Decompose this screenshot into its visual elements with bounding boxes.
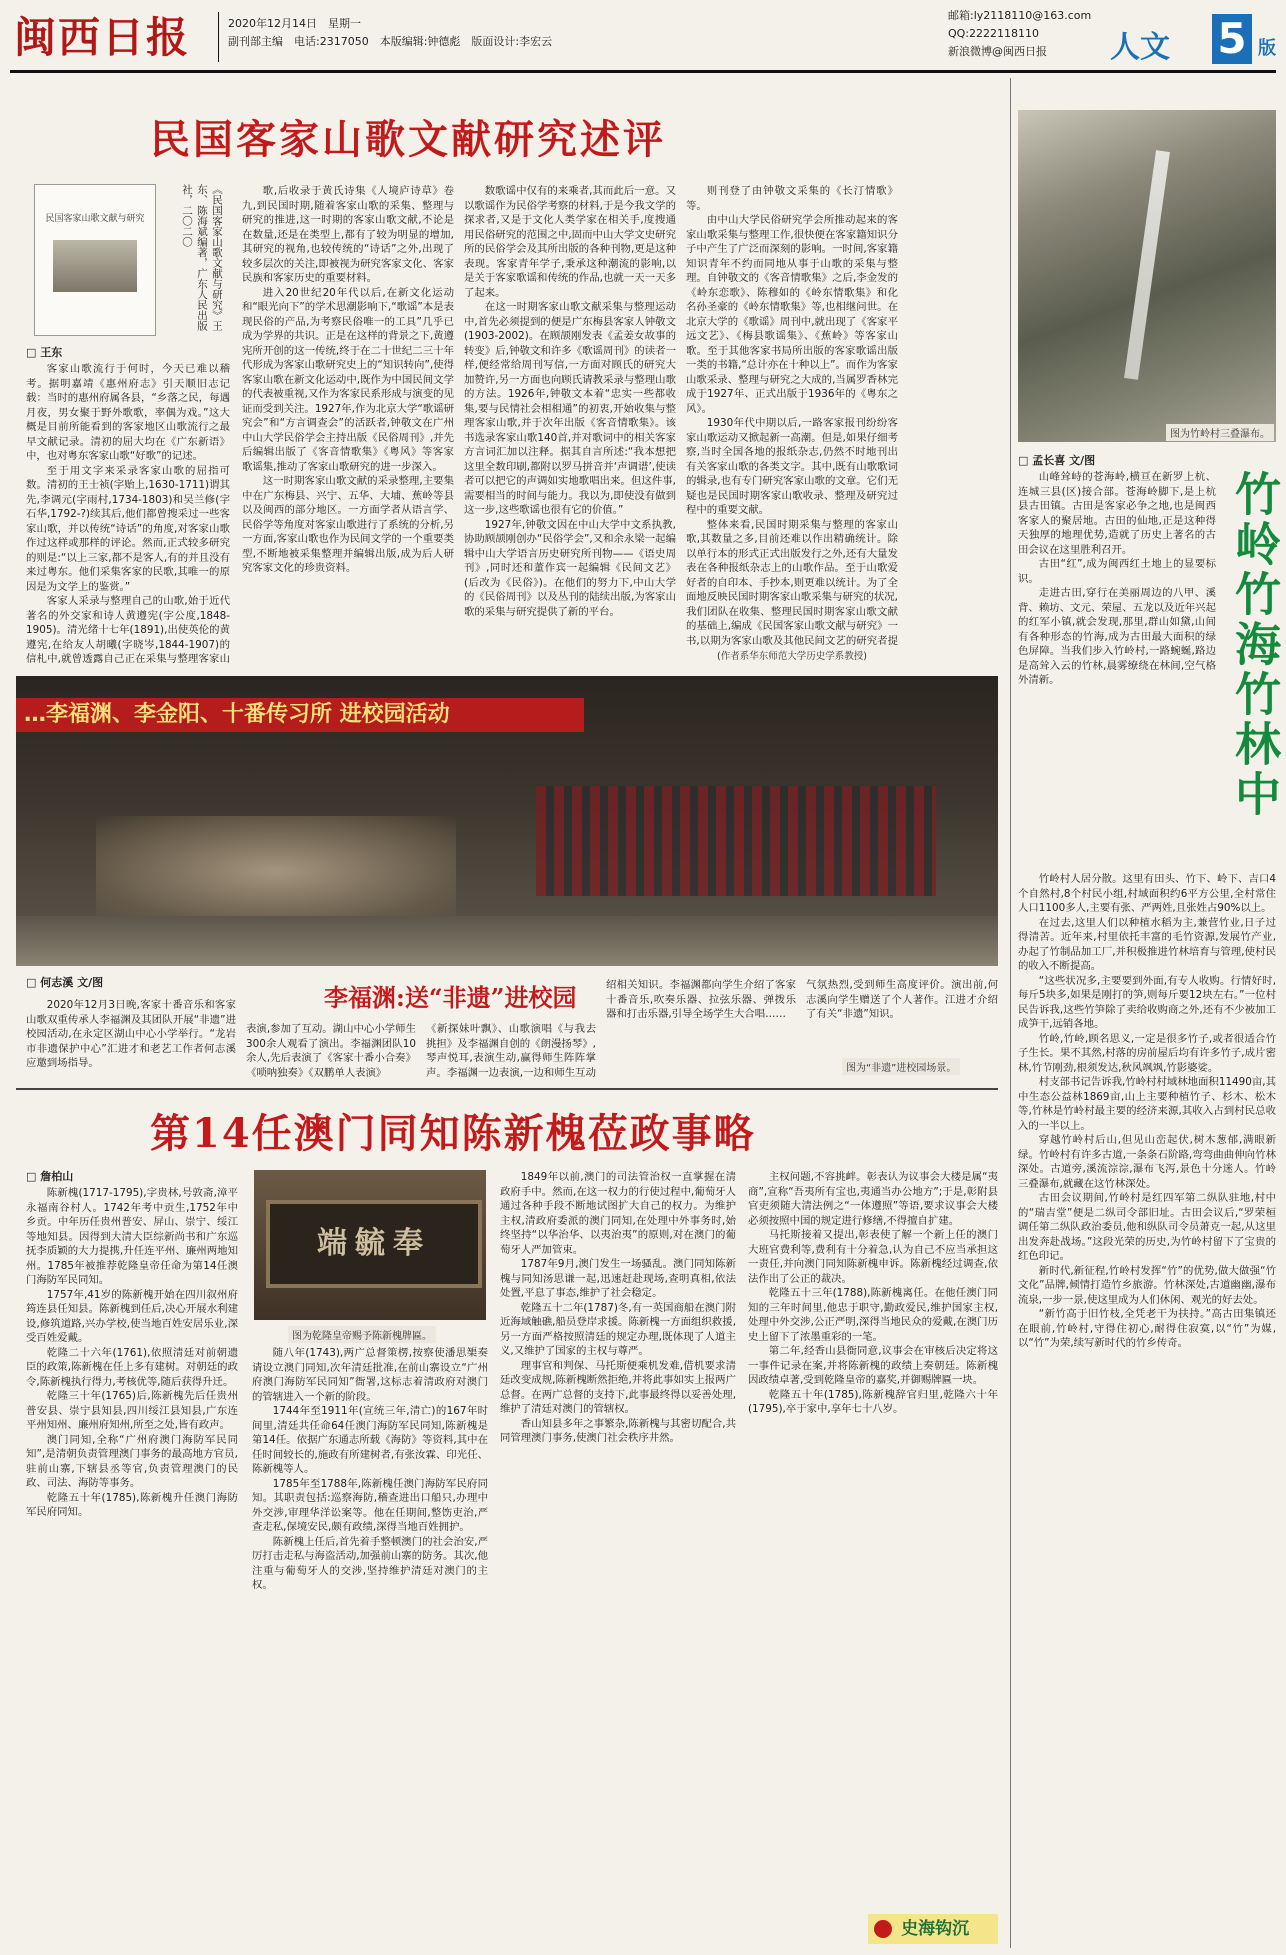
article4-column-4: [748, 1170, 998, 1906]
event-photo: [16, 676, 998, 966]
article2-column-top: [1018, 470, 1216, 870]
paragraph: 乾隆五十年(1785),陈新槐辞官归里,乾隆六十年(1795),卒于家中,享年七十八岁。: [748, 1388, 998, 1415]
paragraph: 1785年至1788年,陈新槐任澳门海防军民府同知。其职责包括:巡察海防,稽查进出口船只,办理中外交涉,审理华洋讼案等。他在任期间,整饬吏治,严查走私,保境安民,颇有政绩,深得当地百姓拥护。: [252, 1477, 488, 1533]
column-tag-label: 史海钩沉: [901, 1919, 970, 1939]
masthead-qq: QQ:2222118110: [948, 27, 1040, 40]
page-number: 5: [1212, 14, 1252, 64]
masthead-rule: [10, 70, 1276, 73]
paragraph: 澳门同知,全称“广州府澳门海防军民同知”,是清朝负责管理澳门事务的最高地方官员,驻前山寨,下辖县丞等官,负责管理澳门的民政、司法、海防等事务。: [26, 1433, 238, 1489]
article4-title: 第14任澳门同知陈新槐莅政事略: [150, 1110, 756, 1157]
plaque-photo-caption: 图为乾隆皇帝赐予陈新槐牌匾。: [288, 1326, 436, 1343]
paragraph: 马托斯接着又提出,彰表使了解一个新上任的澳门大班官费利等,费利有十分着急,认为自己不应当承担这一责任,并向澳门同知陈新槐申诉。陈新槐经过调查,依法作出了公正的裁决。: [748, 1229, 998, 1285]
paragraph: 陈新槐上任后,首先着手整顿澳门的社会治安,严厉打击走私与海盗活动,加强前山寨的防务。其次,他注重与葡萄牙人的交涉,坚持维护清廷对澳门的主权。: [252, 1535, 488, 1591]
column-tag-icon: [874, 1920, 892, 1938]
masthead-logo: 闽西日报: [14, 13, 191, 62]
paragraph: 1757年,41岁的陈新槐开始在四川叙州府筠连县任知县。陈新槐到任后,决心开展水利建设,修筑道路,兴办学校,使当地百姓安居乐业,深受百姓爱戴。: [26, 1288, 238, 1344]
column-tag: [868, 1914, 998, 1944]
article3-column-1: 2020年12月3日晚,客家十番音乐和客家山歌双重传承人李福渊及其团队开展“非遗”进校园活动,在永定区湖山中心小学举行。“龙岩市非遗保护中心”汇进才和老艺工作者何志溪应邀到场指导。: [26, 999, 236, 1069]
plaque-board: 端毓奉: [266, 1200, 482, 1288]
masthead-divider: [218, 12, 219, 62]
byline-box-icon: □: [26, 1170, 41, 1183]
paragraph: 1930年代中期以后,一路客家报刊纷纷客家山歌运动又掀起新一高潮。但是,如果仔细考察,当时全国各地的报纸杂志,仍然不时地刊出有关客家山歌的各类文字。其中,既有山歌歌词的辑录,也有专门研究客家山歌的文章。它们无疑也是民国时期客家山歌收录、整理及研究过程中的重要文献。: [686, 417, 898, 516]
masthead-weibo: 新浪微博@闽西日报: [948, 45, 1047, 58]
paragraph: 乾隆五十三年(1788),陈新槐离任。在他任澳门同知的三年时间里,他忠于职守,勤政爱民,维护国家主权,处理中外交涉,公正严明,深得当地民众的爱戴,在澳门历史上留下了浓墨重彩的一笔。: [748, 1287, 998, 1343]
article3-column-4: 绍相关知识。李福渊都向学生介绍了客家十番音乐,吹奏乐器、拉弦乐器、弹拨乐器和打击乐器,引导全场学生大合唱……: [606, 979, 796, 1020]
paragraph: 整体来看,民国时期采集与整理的客家山歌,其数量之多,目前还难以作出精确统计。除以单行本的形式正式出版发行之外,还有大量发表在各种报纸杂志上的山歌作品。至于山歌爱好者的自印本、手抄本,则更难以统计。为了全面地反映民国时期客家山歌采集与研究的状况,我们团队在收集、整理民国时期客家山歌文献的基础上,编成《民国客家山歌文献与研究》一书,以期为客家山歌及其他民间文艺的研究者提: [686, 518, 898, 646]
paragraph: 数歌谣中仅有的来乘者,其而此后一意。又以歌谣作为民俗学考察的材料,于是今我文学的探求者,又是于文化人类学家在相关手,度搜通用民俗研究的范围之中,固而中山大学文史研究所的民俗学会及其所出版的各种刊物,更是这种表现。客家青年学子,秉承这种潮流的影响,以是关于客家歌谣和传统的作品,也就一天一天多了起来。: [464, 185, 676, 299]
column-divider: [1010, 78, 1011, 1948]
paragraph: 古田会议期间,竹岭村是红四军第二纵队驻地,村中的“瑞吉堂”便是二纵司令部旧址。古田会议后,“罗荣桓调任第二纵队政治委员,他和纵队司令员萧克一起,从这里出发奔赴战场。”这段光荣的历史,为竹岭村留下了宝贵的红色印记。: [1018, 1192, 1276, 1262]
paragraph: 第二年,经香山县衙同意,议事会在审核后决定将这一事件记录在案,并将陈新槐的政绩上奏朝廷。陈新槐因政绩卓著,受到乾隆皇帝的嘉奖,并御赐牌匾一块。: [748, 1345, 998, 1386]
paragraph: 山峰耸峙的苍海岭,横亘在新罗上杭、连城三县(区)接合部。苍海岭脚下,是上杭县古田镇。古田是客家必争之地,也是闽西客家人的聚居地。古田的仙地,正是这种得天独厚的地理优势,造就了历史上著名的古田会议在这里胜利召开。: [1018, 471, 1216, 556]
book-info: 《民国客家山歌文献与研究》王东、陈海斌编著，广东人民出版社，二〇二〇: [181, 184, 223, 331]
book-cover: [34, 184, 156, 336]
article1-title: 民国客家山歌文献研究述评: [150, 116, 666, 163]
paragraph: 乾隆五十二年(1787)冬,有一英国商船在澳门附近海域触礁,船员登岸求援。陈新槐一方面组织救援,另一方面严格按照清廷的规定办理,既体现了人道主义,又维护了国家的主权与尊严。: [500, 1301, 736, 1357]
paragraph: 主权问题,不容挑衅。彰表认为议事会大楼是属“夷商”,宣称“吾夷所有宝也,夷通当办公地方”;于是,彰附县官吏须随大清法例之“一体遵照”等语,要求议事会大楼必须按照中国的规定进行修缮,不得擅自扩建。: [748, 1171, 998, 1227]
paragraph: 在过去,这里人们以种植水稻为主,兼营竹业,日子过得清苦。近年来,村里依托丰富的毛竹资源,发展竹产业,办起了竹制品加工厂,并积极推进竹林培育与管理,使村民的收入不断提高。: [1018, 916, 1276, 972]
article4-column-3: [500, 1170, 736, 1950]
paragraph: 乾隆二十六年(1761),依照清廷对前朝遗臣的政策,陈新槐在任上多有建树。对朝廷的政令,陈新槐执行得力,考核优等,随后获得升迁。: [26, 1346, 238, 1388]
article3-title: 李福渊:送“非遗”进校园: [324, 983, 577, 1012]
paragraph: 这一时期客家山歌文献的采录整理,主要集中在广东梅县、兴宁、五华、大埔、蕉岭等县以及闽西的部分地区。一方面学者从语言学、民俗学等角度对客家山歌进行了系统的分析,另一方面,客家山歌也作为民间文学的一个重要类型,不断地被采集整理并编辑出版,成为后人研究客家文化的珍贵资料。: [242, 475, 454, 574]
article1-byline: □ 王东: [26, 346, 63, 359]
waterfall-stream: [1124, 150, 1170, 380]
paragraph: 古田“红”,成为闽西红土地上的显要标识。: [1018, 558, 1216, 585]
byline-box-icon: □: [26, 346, 41, 359]
paragraph: 香山知县多年之事繁杂,陈新槐与其密切配合,共同管理澳门事务,使澳门社会秩序井然。: [500, 1417, 736, 1444]
event-floor: [16, 916, 998, 966]
paragraph: 穿越竹岭村后山,但见山峦起伏,树木葱郁,满眼新绿。竹岭村有许多古道,一条条石阶路,弯弯曲曲伸向竹林深处。古道旁,溪流淙淙,瀑布飞泻,景色十分迷人。竹岭三叠瀑布,就藏在这竹林深处。: [1018, 1134, 1276, 1190]
section-name: 人文: [1110, 30, 1170, 65]
article3-byline: □ 何志溪 文/图: [26, 976, 104, 989]
paragraph: 1787年9月,澳门发生一场骚乱。澳门同知陈新槐与同知汤思谦一起,迅速赶赴现场,查明真相,依法处置,平息了事态,维护了社会稳定。: [500, 1258, 736, 1299]
paragraph: “这些状况多,主要要到外面,有专人收购。行情好时,每斤5块多,如果是刚打的笋,则每斤要12块左右。”一位村民告诉我,这些竹笋除了卖给收购商之外,还有不少被加工成笋干,远销各地。: [1018, 974, 1276, 1030]
article4-byline: □ 詹柏山: [26, 1170, 74, 1183]
article1-column-2: [242, 184, 454, 664]
paragraph: 村支部书记告诉我,竹岭村村域林地面积11490亩,其中生态公益林1869亩,山上主要种植竹子、杉木、松木等,竹林是竹岭村最主要的经济来源,其收入占到村民总收入的一半以上。: [1018, 1076, 1276, 1132]
paragraph: 竹岭村人居分散。这里有田头、竹下、岭下、吉口4个自然村,8个村民小组,村域面积约6平方公里,全村常住人口1100多人,主要有张、严两姓,且张姓占90%以上。: [1018, 873, 1276, 914]
paragraph: 理事官和判保、马托斯便乘机发难,借机要求清廷改变成规,陈新槐断然拒绝,并将此事如实上报两广总督。在两广总督的支持下,此事最终得以妥善处理,维护了清廷对澳门的管辖权。: [500, 1359, 736, 1415]
paragraph: “新竹高于旧竹枝,全凭老干为扶持。”高古田集镇还在眼前,竹岭村,守得住初心,耐得住寂寞,以“竹”为媒,以“竹”为荣,续写新时代的竹乡传奇。: [1018, 1308, 1276, 1349]
paragraph: 随八年(1743),两广总督策楞,按察使潘思榘奏请设立澳门同知,次年清廷批准,在前山寨设立“广州府澳门海防军民同知”衙署,这标志着清政府对澳门的管辖进入一个新的阶段。: [252, 1347, 488, 1403]
byline-box-icon: □: [26, 976, 41, 989]
paragraph: 由中山大学民俗研究学会所推动起来的客家山歌采集与整理工作,很快便在客家籍知识分子中产生了广泛而深刻的影响。一时间,客家籍知识青年不约而同地从事于山歌的采集与整理。自钟敬文的《客音情歌集》之后,李金发的《岭东恋歌》、陈穆如的《岭东情歌集》和化名孙圣豪的《岭东情歌集》等,也相继问世。在北京大学的《歌谣》周刊中,就出现了《客家平远文艺》、《梅县歌谣集》、《蕉岭》等客家山歌。至于其他客家书局所出版的客家歌谣出版一类的书籍,“总计亦在十种以上”。而作为客家山歌采录、整理与研究之大成的,当属罗香林完成于1927年、正式出版于1936年的《粤东之风》。: [686, 214, 898, 415]
masthead-editors: 副刊部主编 电话:2317050 本版编辑:钟德彪 版面设计:李宏云: [228, 35, 553, 48]
article2-byline: □ 孟长喜 文/图: [1018, 454, 1096, 467]
paragraph: 进入20世纪20年代以后,在新文化运动和“眼光向下”的学术思潮影响下,“歌谣”本是表现民俗的产品,为考察民俗唯一的工具”几乎已成为学界的共识。正是在这样的背景之下,黄遵宪所开创的这一传统,终于在二十世纪二三十年代形成为客家山歌研究史上的“知识转向”,使得客家山歌在新文化运动中,既作为中国民间文学的代表被重视,又作为客家民系形成与演变的见证而受到关注。1927年,作为北京大学“歌谣研究会”和“方言调查会”的活跃者,钟敬文在广州中山大学民俗学会主持出版《民俗周刊》,并先后编辑出版了《客音情歌集》《粤风》等客家歌谣集,推动了客家山歌研究的进一步深入。: [242, 286, 454, 473]
article1-column-3: [464, 184, 676, 664]
section-rule: [16, 1088, 998, 1090]
paragraph: 1849年以前,澳门的司法管治权一直掌握在清政府手中。然而,在这一权力的行使过程中,葡萄牙人通过各种手段不断地试图扩大自己的权力。为维护主权,清政府委派的澳门同知,在处理中外事务时,始终坚持“以华治华、以夷治夷”的原则,对在澳门的葡萄牙人严加管束。: [500, 1171, 736, 1256]
book-cover-image: [53, 240, 137, 292]
event-stage: [96, 816, 456, 926]
article1-column-4: [686, 184, 898, 646]
masthead-date: 2020年12月14日 星期一: [228, 17, 361, 30]
paragraph: 走进古田,穿行在美丽周边的八甲、溪背、赖坊、文元、荣屋、五龙以及近年兴起的红军小镇,就会发现,那里,群山如黛,山间有各种形态的竹海,成为古田最大面积的绿色屏障。当我们步入竹岭村,一路蜿蜒,路边是高耸入云的竹林,晨雾缭绕在林间,空气格外清新。: [1018, 587, 1216, 686]
event-banner: …李福渊、李金阳、十番传习所 进校园活动: [16, 698, 584, 732]
paragraph: 客家山歌流行于何时，今天已难以稽考。据明嘉靖《惠州府志》引天顺旧志记载：当时的惠州府属各县，“乡落之民，每遇月夜，男女聚于野外歌歌，率偶为戏。”这大概是目前所能看到的客家地区山歌流行之最早文献记录。清初的屈大均在《广东新语》中，也对粤东客家山歌“好歌”的记述。: [26, 363, 230, 462]
book-cover-title: 民国客家山歌文献与研究: [45, 214, 145, 224]
article2-column-bottom: [1018, 872, 1276, 1948]
article4-column-2: [252, 1346, 488, 1950]
article1-column-1: [26, 362, 230, 664]
article1-author-note: (作者系华东师范大学历史学系教授): [717, 651, 867, 662]
article3-column-5: 气氛热烈,受到师生高度评价。演出前,何志溪向学生赠送了个人著作。江进才介绍了有关“非遗”知识。: [806, 979, 998, 1020]
paragraph: 1744年至1911年(宣统三年,清亡)的167年时间里,清廷共任命64任澳门海防军民同知,陈新槐是第14任。依据广东通志所载《海防》等资料,其中在任时间较长的,施政有所建树者,有张汝霖、印光任、陈新槐等人。: [252, 1405, 488, 1475]
event-audience: [536, 786, 936, 896]
paragraph: 乾隆五十年(1785),陈新槐升任澳门海防军民府同知。: [26, 1491, 238, 1518]
paragraph: 歌,后收录于黄氏诗集《人境庐诗草》卷九,到民国时期,随着客家山歌的采集、整理与研究的推进,这一时期的客家山歌文献,不论是在数量,还是在类型上,都有了较为明显的增加,其研究的视角,也较传统的“诗话”之外,出现了较多层次的关注,即被视为研究客家文化、客家民族和客家历史的重要材料。: [242, 185, 454, 284]
paragraph: 客家人采录与整理自己的山歌,始于近代著名的外交家和诗人黄遵宪(字公度,1848-1905)。清光绪十七年(1891),出使英伦的黄遵宪,在给友人胡曦(字晓岑,1844-1907)的信札中,就曾透露自己正在采集与整理客家山: [26, 595, 230, 664]
event-photo-caption: 图为“非遗”进校园场景。: [842, 1058, 960, 1075]
article3-column-3: 《新探妹叶飘》、山歌演唱《与我去挑担》及李福渊自创的《朗漫扬琴》,琴声悦耳,表演生动,赢得师生阵阵掌声。李福渊一边表演,一边和师生互动: [426, 1023, 596, 1079]
article3-column-2: 表演,参加了互动。湖山中心小学师生300余人观看了演出。李福渊团队10余人,先后表演了《客家十番小合奏》《唢呐独奏》《双鹏单人表演》: [246, 1023, 416, 1079]
paragraph: 乾隆三十年(1765)后,陈新槐先后任贵州普安县、崇宁县知县,四川绥江县知县,广东连平州知州、廉州府知州,所至之处,皆有政声。: [26, 1390, 238, 1431]
article2-title: 竹岭竹海竹林中: [1228, 470, 1282, 820]
waterfall-photo: [1018, 110, 1276, 442]
waterfall-photo-caption: 图为竹岭村三叠瀑布。: [1166, 424, 1274, 441]
article4-column-1: [26, 1186, 238, 1950]
byline-box-icon: □: [1018, 454, 1033, 467]
paragraph: 在这一时期客家山歌文献采集与整理运动中,首先必须提到的便是广东梅县客家人钟敬文(1903-2002)。在顾颉刚发表《孟姜女故事的转变》后,钟敬文和许多《歌谣周刊》的读者一样,便经常给周刊写信,一方面对顾氏的研究大加赞许,另一方面也向顾氏请教采录与整理山歌的方法。1926年,钟敬文本着“忠实一些都收集,要与民情社会相相通”的初衷,开始收集与整理客家山歌,并于次年出版《客音情歌集》。该书选录客家山歌140首,并对歌词中的相关客家方言词汇加以注释。据其自言所述:“我本想把这里全数印刷,都附以罗马拼音并‘声调谱’,使读者可以把它的声调如实地歌唱出来。但这件事,需要相当的时间与能力。我以为,即使没有做到这一步,这些歌谣也很有它的价值。”: [464, 301, 676, 516]
paragraph: 竹岭,竹岭,顾名思义,一定是很多竹子,或者很适合竹子生长。果不其然,村落的房前屋后均有许多竹子,成片密林,竹节刚劲,根须发达,秋风飒飒,竹影婆娑。: [1018, 1032, 1276, 1074]
page-suffix: 版: [1258, 38, 1276, 59]
paragraph: 陈新槐(1717-1795),字贵林,号敦斋,漳平永福南谷村人。1742年考中贡生,1752年中乡贡。中年历任贵州普安、屏山、崇宁、绥江等地知县。因得到大清大臣综新尚书和广东巡抚李质颖的大力提携,升任连平州、廉州两地知州。1785年被推荐乾隆皇帝任命为第14任澳门海防军民同知。: [26, 1187, 238, 1286]
masthead-email: 邮箱:ly2118110@163.com: [948, 9, 1092, 22]
paragraph: 至于用文字来采录客家山歌的屈指可数。清初的王士祯(字贻上,1630-1711)谓其先,李调元(字雨村,1734-1803)和吴兰修(字石华,1792-?)续其后,他们都曾搜采过一些客家山歌，并以传统“诗话”的角度,对客家山歌作过这样或那样的评论。然而,正式较多研究的则是:“以上三家,都不是客人,有的并且没有来过粤东。他们采集客家的民歌,其唯一的原因是为文学上的鉴赏。”: [26, 464, 230, 593]
paragraph: 则刊登了由钟敬文采集的《长汀情歌》等。: [686, 185, 898, 212]
paragraph: 新时代,新征程,竹岭村发挥“竹”的优势,做大做强“竹文化”品牌,倾情打造竹乡旅游。竹林深处,古道幽幽,瀑布流泉,一步一景,使这里成为人们休闲、观光的好去处。: [1018, 1264, 1276, 1306]
plaque-photo: [254, 1170, 486, 1320]
paragraph: 1927年,钟敬文因在中山大学中文系执教,协助顾颉刚创办“民俗学会”,又和余永梁一起编辑中山大学语言历史研究所刊物——《语史周刊》,同时还和董作宾一起编辑《民间文艺》(后改为《民俗》)。在他们的努力下,中山大学的《民俗周刊》以及丛刊的陆续出版,为客家山歌的采集与研究提供了新的平台。: [464, 518, 676, 618]
